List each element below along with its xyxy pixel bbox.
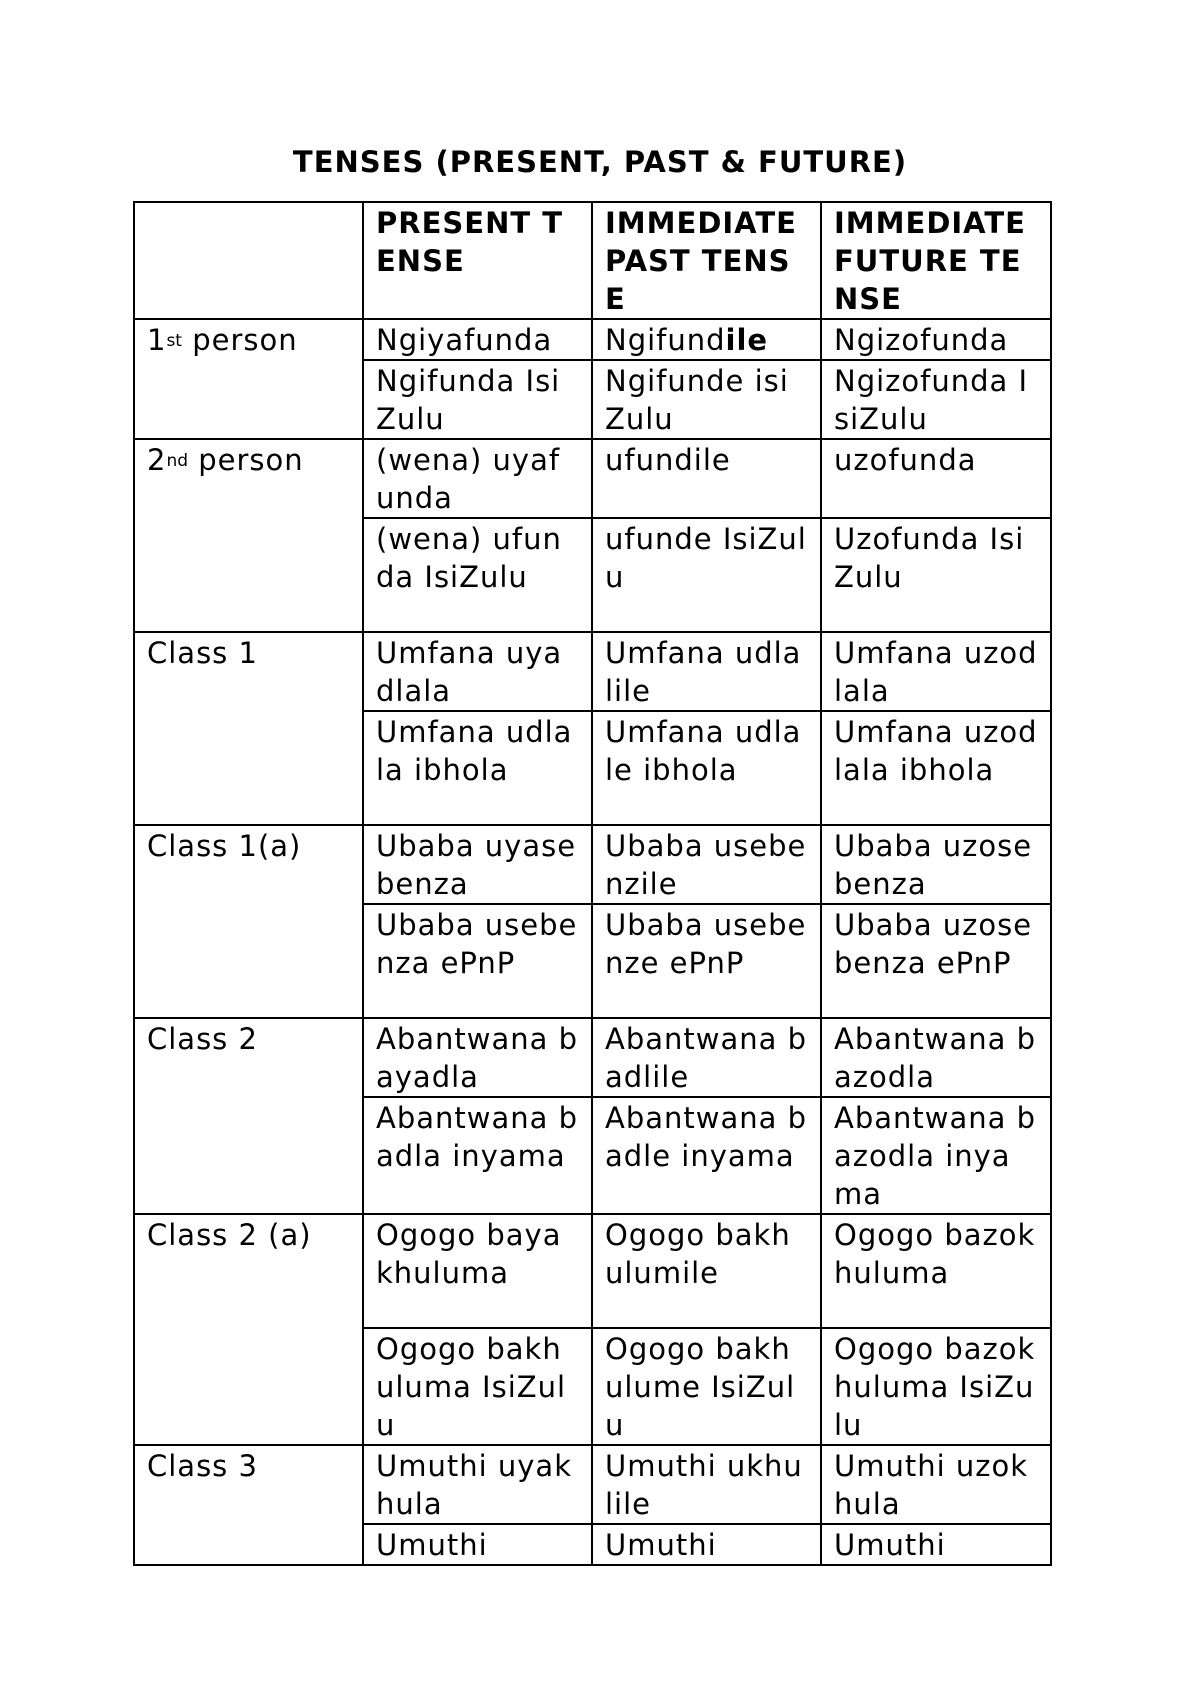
future-cell: Ngizofunda IsiZulu (821, 360, 1051, 439)
present-cell: (wena) ufunda IsiZulu (363, 518, 592, 632)
past-cell: Umfana udlale ibhola (592, 711, 821, 825)
future-cell: Ubaba uzosebenza (821, 825, 1051, 904)
past-cell: Ubaba usebenze ePnP (592, 904, 821, 1018)
subject-cell (134, 632, 363, 825)
present-cell: Abantwana badla inyama (363, 1097, 592, 1214)
subject-label: 2 (147, 443, 167, 477)
subject-label: 1 (147, 323, 167, 357)
past-cell: ufunde IsiZulu (592, 518, 821, 632)
past-stem: Ngifund (605, 323, 726, 357)
past-cell (592, 319, 821, 360)
header-row (134, 202, 1051, 319)
table-row (134, 1214, 1051, 1328)
header-cell-blank (134, 202, 363, 319)
subject-label: Class 2 (147, 1022, 258, 1056)
present-cell: Ngiyafunda (363, 319, 592, 360)
past-cell: Ngifunde isiZulu (592, 360, 821, 439)
subject-cell (134, 1445, 363, 1565)
future-cell: Abantwana bazodla (821, 1018, 1051, 1097)
page-title: TENSES (PRESENT, PAST & FUTURE) (292, 145, 908, 179)
future-cell: Ngizofunda (821, 319, 1051, 360)
future-cell: Uzofunda IsiZulu (821, 518, 1051, 632)
subject-label: Class 3 (147, 1449, 258, 1483)
future-cell: Ubaba uzosebenza ePnP (821, 904, 1051, 1018)
past-cell: Umuthi (592, 1524, 821, 1565)
past-cell: Abantwana badlile (592, 1018, 821, 1097)
past-cell: Ogogo bakhulume IsiZulu (592, 1328, 821, 1445)
table-row (134, 1018, 1051, 1097)
future-cell: Abantwana bazodla inyama (821, 1097, 1051, 1214)
subject-cell (134, 1214, 363, 1445)
subject-ordinal-suffix: st (166, 331, 182, 351)
past-cell: Abantwana badle inyama (592, 1097, 821, 1214)
present-cell: Ogogo bakhuluma IsiZulu (363, 1328, 592, 1445)
subject-ordinal-suffix: nd (166, 451, 189, 471)
present-cell: Abantwana bayadla (363, 1018, 592, 1097)
header-cell-past: IMMEDIATE PAST TENSE (592, 202, 821, 319)
present-cell: Umfana udlala ibhola (363, 711, 592, 825)
future-cell: uzofunda (821, 439, 1051, 518)
present-cell: Ogogo bayakhuluma (363, 1214, 592, 1328)
past-cell: ufundile (592, 439, 821, 518)
present-cell: Umfana uyadlala (363, 632, 592, 711)
tenses-table (133, 201, 1052, 1566)
subject-cell (134, 825, 363, 1018)
subject-label-rest: person (181, 323, 298, 357)
subject-cell (134, 1018, 363, 1214)
past-cell: Ogogo bakhulumile (592, 1214, 821, 1328)
future-cell: Umuthi (821, 1524, 1051, 1565)
table-row (134, 825, 1051, 904)
future-cell: Ogogo bazokhuluma IsiZulu (821, 1328, 1051, 1445)
table-row (134, 319, 1051, 360)
subject-label-rest: person (188, 443, 304, 477)
header-cell-present: PRESENT TENSE (363, 202, 592, 319)
present-cell: Umuthi uyakhula (363, 1445, 592, 1524)
table-row (134, 439, 1051, 518)
present-cell: Ngifunda IsiZulu (363, 360, 592, 439)
table-row (134, 632, 1051, 711)
subject-label: Class 1 (147, 636, 258, 670)
future-cell: Ogogo bazokhuluma (821, 1214, 1051, 1328)
table-row (134, 1445, 1051, 1524)
past-cell: Ubaba usebenzile (592, 825, 821, 904)
present-cell: Ubaba usebenza ePnP (363, 904, 592, 1018)
future-cell: Umuthi uzokhula (821, 1445, 1051, 1524)
past-ending-highlight: ile (725, 323, 769, 357)
future-cell: Umfana uzodlala (821, 632, 1051, 711)
present-cell: Umuthi (363, 1524, 592, 1565)
present-cell: (wena) uyafunda (363, 439, 592, 518)
past-cell: Umfana udlalile (592, 632, 821, 711)
future-cell: Umfana uzodlala ibhola (821, 711, 1051, 825)
header-cell-future: IMMEDIATE FUTURE TENSE (821, 202, 1051, 319)
subject-label: Class 1(a) (147, 829, 302, 863)
subject-label: Class 2 (a) (147, 1218, 312, 1252)
past-cell: Umuthi ukhulile (592, 1445, 821, 1524)
subject-cell (134, 439, 363, 632)
subject-cell (134, 319, 363, 439)
present-cell: Ubaba uyasebenza (363, 825, 592, 904)
